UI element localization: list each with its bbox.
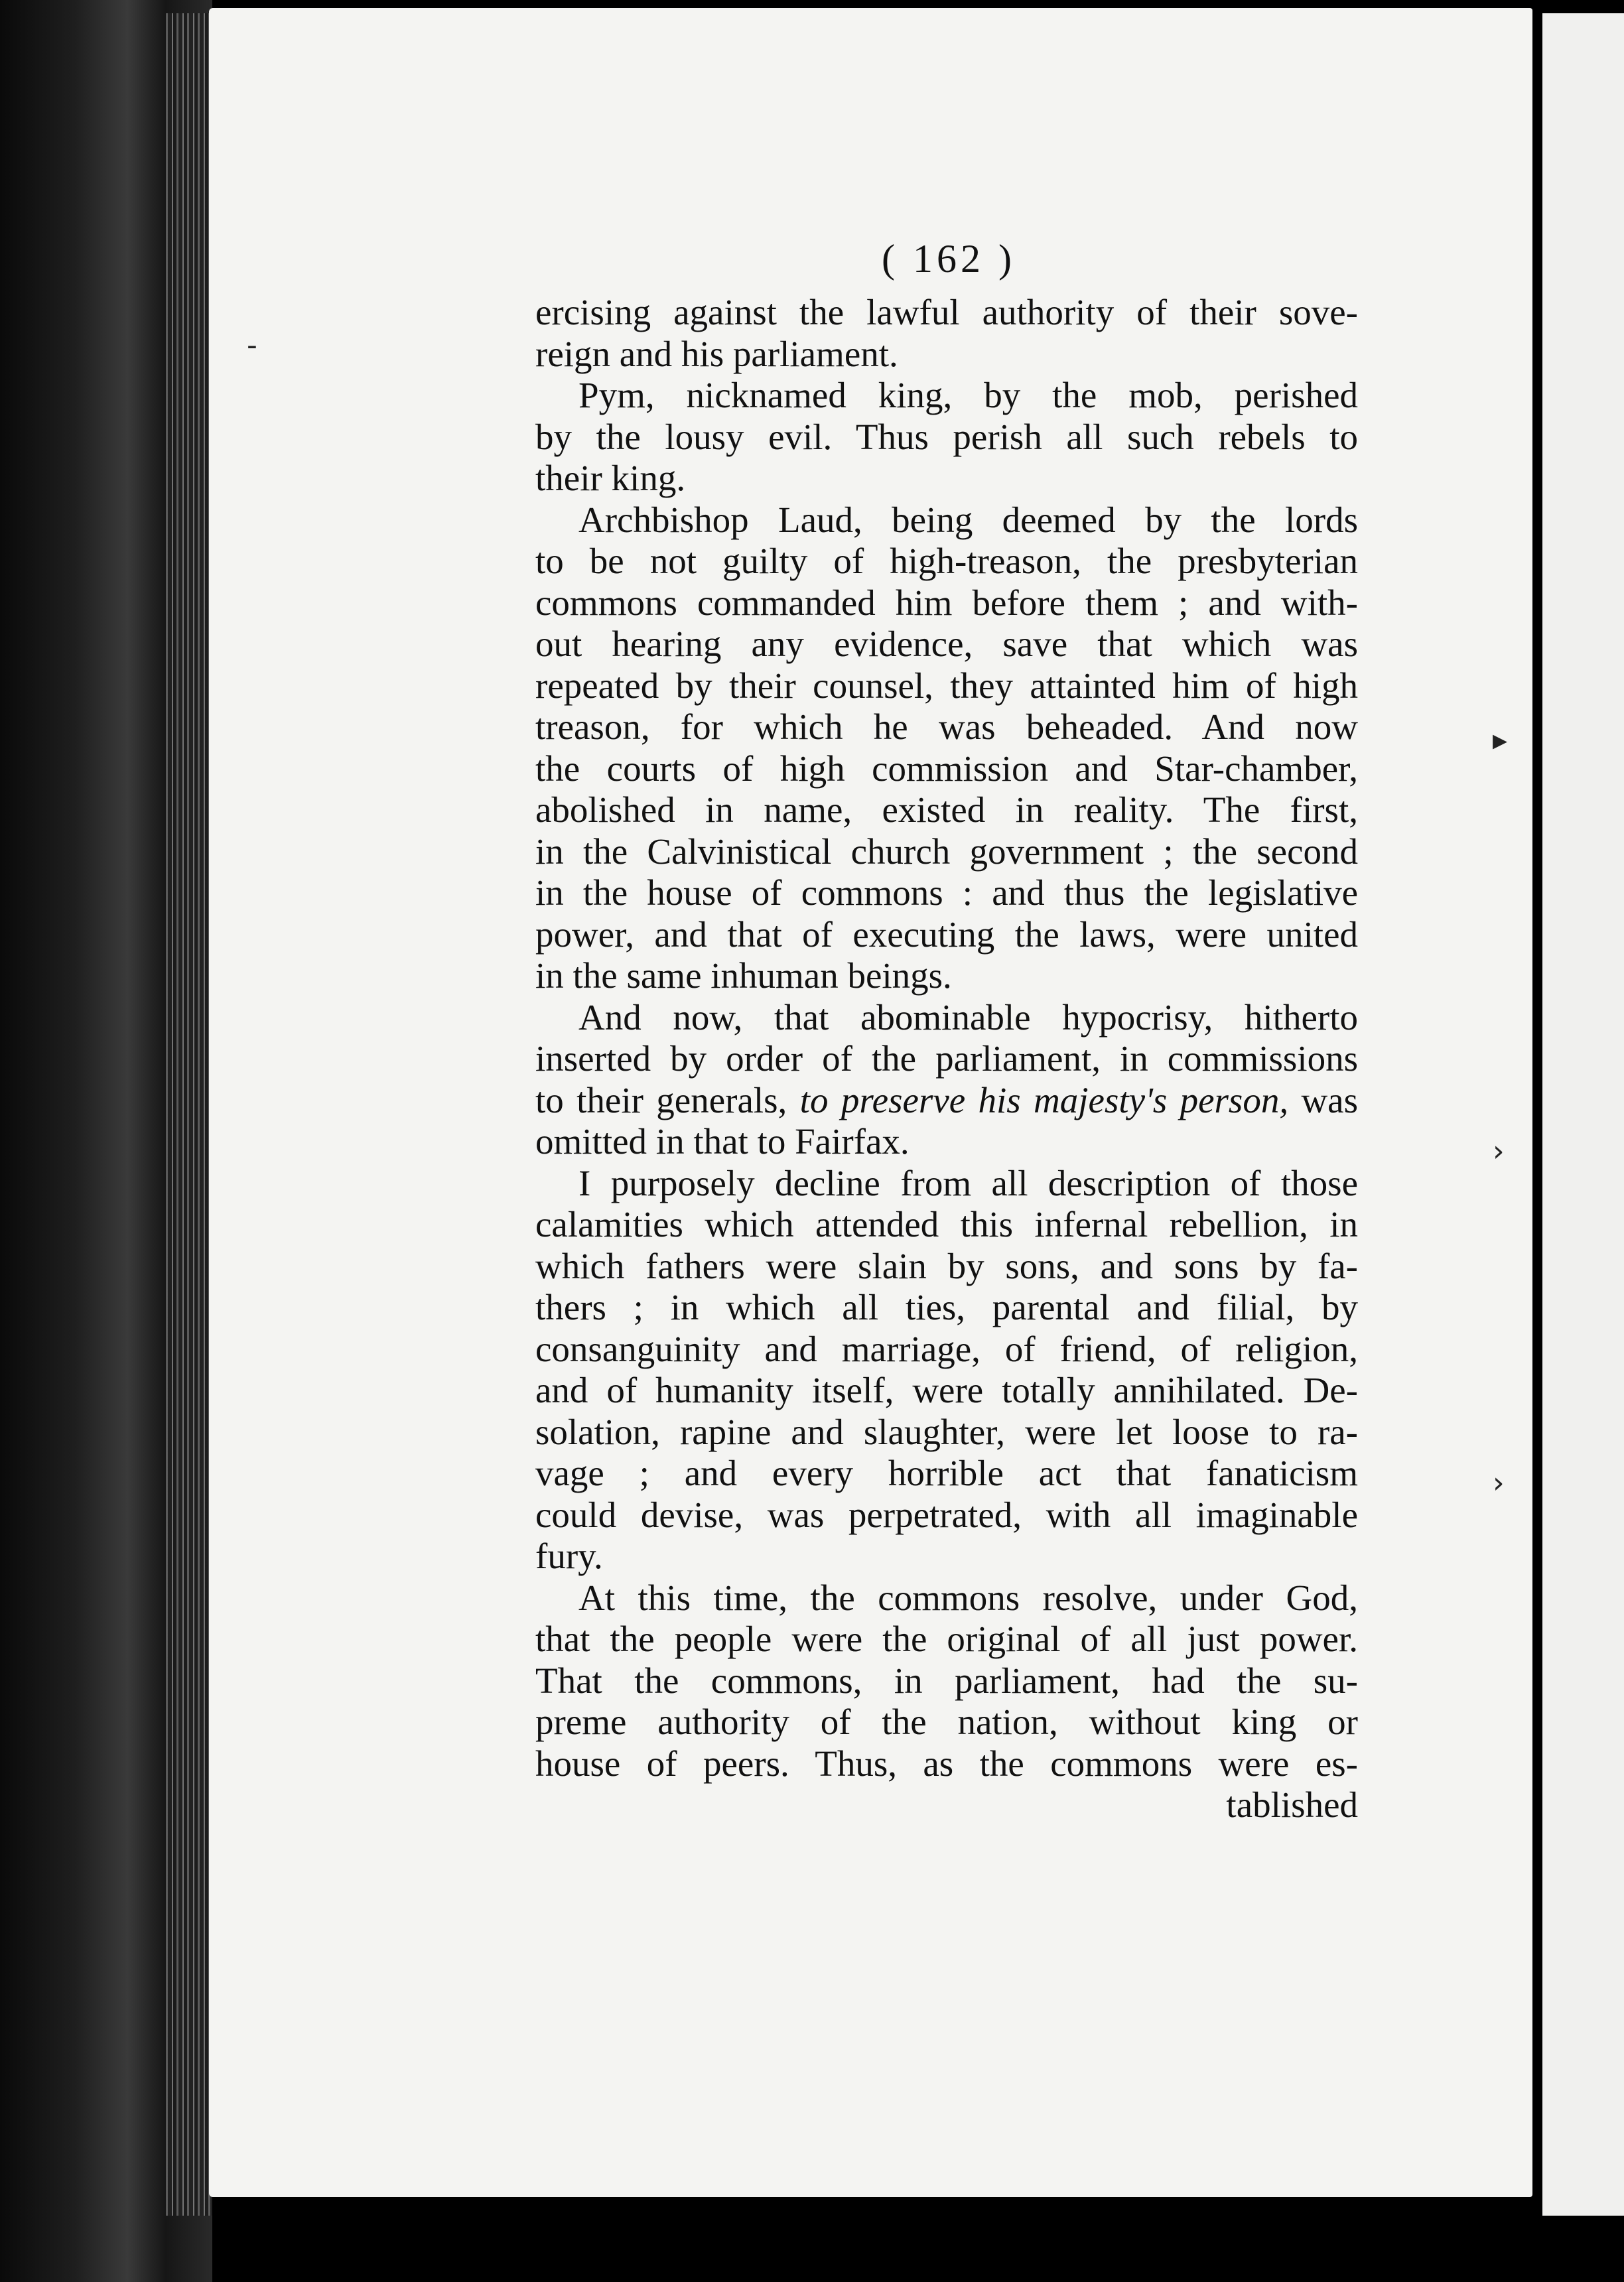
text-line: calamities which attended this infernal rebellion, in	[535, 1204, 1358, 1244]
text-line: I purposely decline from all description of those	[578, 1162, 1358, 1203]
text-line: treason, for which he was beheaded. And now	[535, 706, 1358, 747]
catchword: tablished	[1226, 1784, 1358, 1825]
text-line: vage ; and every horrible act that fanaticism	[535, 1453, 1358, 1493]
text-line: and of humanity itself, were totally annihilated. De-	[535, 1370, 1358, 1410]
text-line: omitted in that to Fairfax.	[535, 1121, 910, 1162]
text-line: Pym, nicknamed king, by the mob, perished	[578, 375, 1358, 415]
text-line: consanguinity and marriage, of friend, of religion,	[535, 1328, 1358, 1369]
text-span: was	[1288, 1079, 1358, 1120]
margin-mark: ›	[1493, 1134, 1505, 1168]
italic-phrase: to preserve his majesty's person,	[799, 1079, 1289, 1120]
text-line: could devise, was perpetrated, with all imaginable	[535, 1494, 1358, 1535]
text-line: fury.	[535, 1536, 603, 1576]
text-line: At this time, the commons resolve, under God,	[578, 1577, 1358, 1618]
text-line: That the commons, in parliament, had the su-	[535, 1660, 1358, 1701]
text-line: in the Calvinistical church government ; the second	[535, 831, 1358, 872]
margin-mark: ▸	[1493, 723, 1508, 757]
text-line: that the people were the original of all just power.	[535, 1619, 1358, 1659]
text-line: solation, rapine and slaughter, were let loose to ra-	[535, 1411, 1358, 1452]
text-line: abolished in name, existed in reality. The first,	[535, 789, 1358, 830]
margin-mark: ›	[1493, 1466, 1505, 1500]
text-line: Archbishop Laud, being deemed by the lords	[578, 499, 1358, 540]
text-line: which fathers were slain by sons, and sons by fa-	[535, 1245, 1358, 1286]
text-line: the courts of high commission and Star-chamber,	[535, 748, 1358, 789]
text-line: commons commanded him before them ; and with-	[535, 582, 1358, 623]
text-span: to their generals,	[535, 1079, 800, 1120]
text-line: thers ; in which all ties, parental and filial, by	[535, 1287, 1358, 1327]
text-line: house of peers. Thus, as the commons were es-	[535, 1743, 1358, 1784]
text-line: out hearing any evidence, save that which was	[535, 624, 1358, 664]
text-line: in the house of commons : and thus the legislative	[535, 872, 1358, 913]
facing-page-edge	[1542, 13, 1624, 2216]
text-line: power, and that of executing the laws, were united	[535, 913, 1358, 955]
text-line: And now, that abominable hypocrisy, hitherto	[578, 996, 1358, 1038]
text-line: by the lousy evil. Thus perish all such rebels to	[535, 416, 1358, 457]
text-line: preme authority of the nation, without king or	[535, 1702, 1358, 1742]
page-number-header: ( 162 )	[882, 237, 1016, 281]
text-line: to be not guilty of high-treason, the presbyterian	[535, 541, 1358, 581]
text-line: repeated by their counsel, they attainted him of high	[535, 665, 1358, 706]
text-line: their king.	[535, 458, 686, 498]
text-line: in the same inhuman beings.	[535, 955, 952, 996]
text-line: ercising against the lawful authority of their sove-	[535, 292, 1358, 332]
page-body-text	[535, 292, 1358, 1826]
text-line: reign and his parliament.	[535, 333, 898, 374]
text-line: inserted by order of the parliament, in commissions	[535, 1038, 1358, 1079]
margin-mark: -	[247, 328, 257, 362]
text-line-with-italic	[535, 1080, 1358, 1122]
page-edges	[166, 13, 212, 2216]
